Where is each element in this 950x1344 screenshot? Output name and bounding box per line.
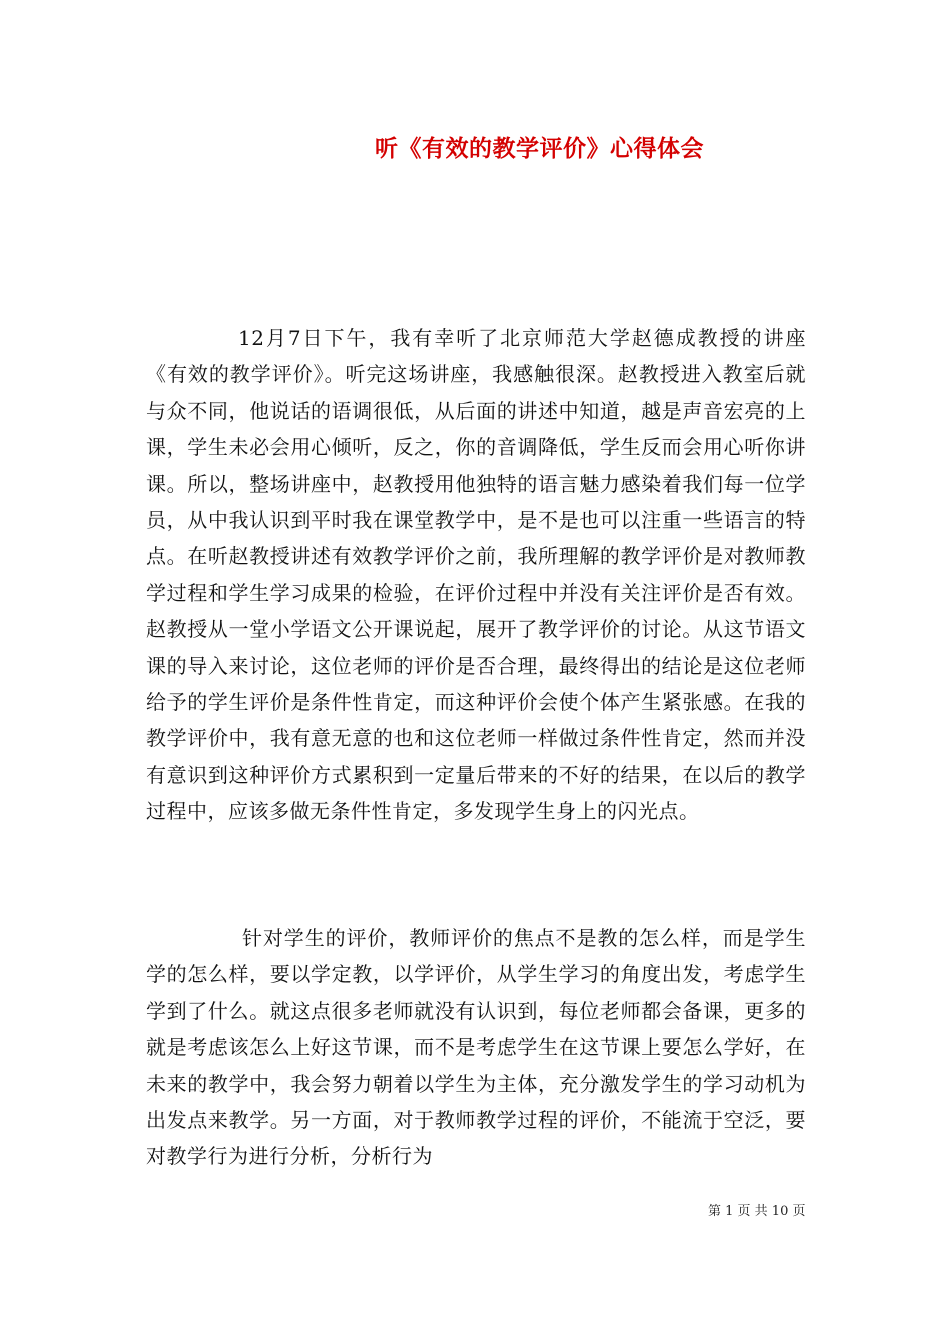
document-title: 听《有效的教学评价》心得体会 [375, 135, 704, 162]
paragraph-2: 针对学生的评价，教师评价的焦点不是教的怎么样，而是学生学的怎么样，要以学定教，以学评价，从学生学习的角度出发，考虑学生学到了什么。就这点很多老师就没有认识到，每位老师都会备课，更多的就是考虑该怎么上好这节课，而不是考虑学生在这节课上要怎么学好，在未来的教学中，我会努力朝着以学生为主体，充分激发学生的学习动机为出发点来教学。另一方面，对于教师教学过程的评价，不能流于空泛，要对教学行为进行分析，分析行为 [146, 926, 806, 1169]
paragraph-1: 12月7日下午，我有幸听了北京师范大学赵德成教授的讲座《有效的教学评价》。听完这场讲座，我感触很深。赵教授进入教室后就与众不同，他说话的语调很低，从后面的讲述中知道，越是声音宏亮的上课，学生未必会用心倾听，反之，你的音调降低，学生反而会用心听你讲课。所以，整场讲座中，赵教授用他独特的语言魅力感染着我们每一位学员，从中我认识到平时我在课堂教学中，是不是也可以注重一些语言的特点。在听赵教授讲述有效教学评价之前，我所理解的教学评价是对教师教学过程和学生学习成果的检验，在评价过程中并没有关注评价是否有效。赵教授从一堂小学语文公开课说起，展开了教学评价的讨论。从这节语文课的导入来讨论，这位老师的评价是否合理，最终得出的结论是这位老师给予的学生评价是条件性肯定，而这种评价会使个体产生紧张感。在我的教学评价中，我有意无意的也和这位老师一样做过条件性肯定，然而并没有意识到这种评价方式累积到一定量后带来的不好的结果，在以后的教学过程中，应该多做无条件性肯定，多发现学生身上的闪光点。 [146, 326, 806, 824]
page-footer: 第 1 页 共 10 页 [708, 1204, 806, 1219]
